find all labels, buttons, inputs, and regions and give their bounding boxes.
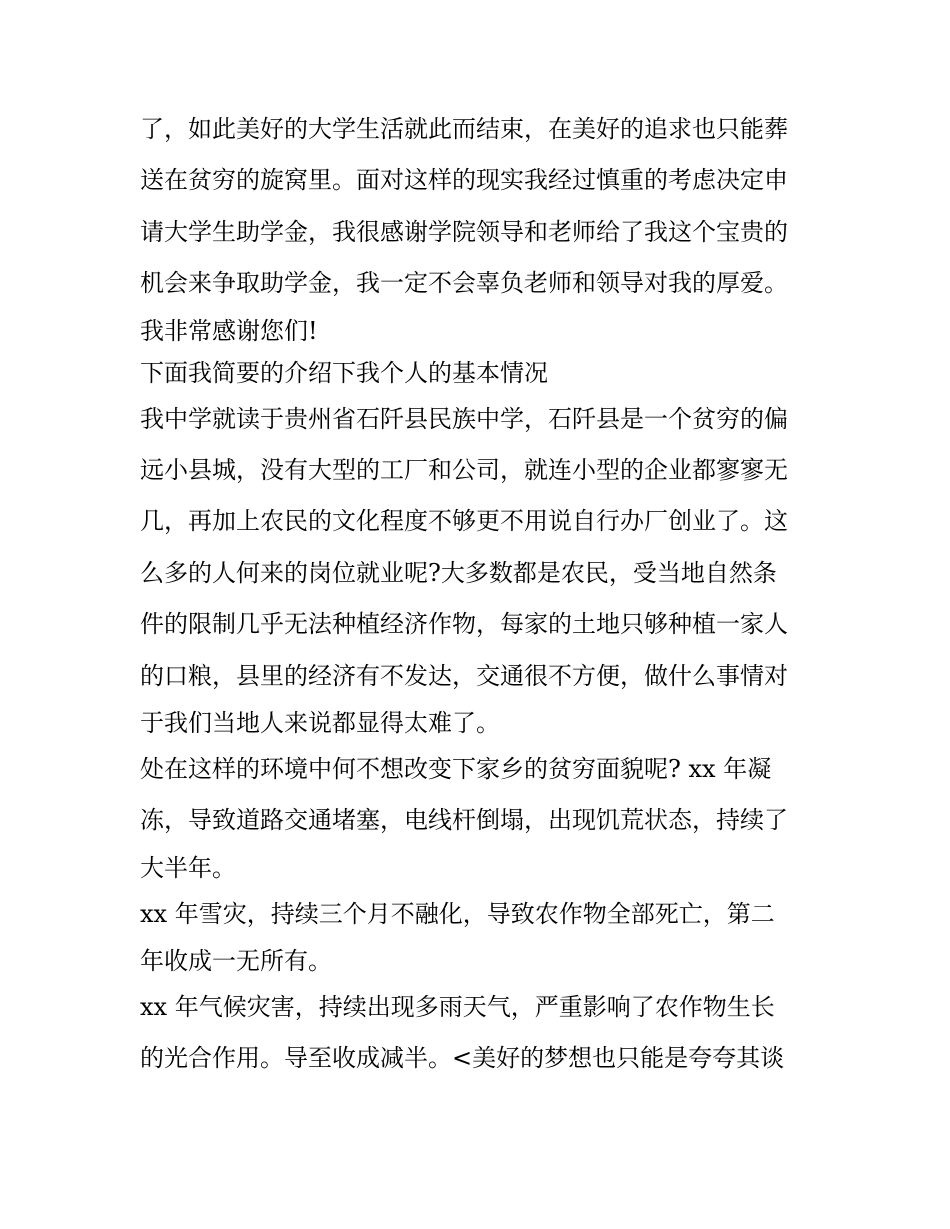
text-line: xx 年气候灾害，持续出现多雨天气，严重影响了农作物生长 [140, 993, 775, 1022]
document-body [140, 104, 820, 1085]
text-line: 件的限制几乎无法种植经济作物，每家的土地只够种植一家人 [140, 610, 788, 639]
text-line: 我中学就读于贵州省石阡县民族中学，石阡县是一个贫穷的偏 [140, 404, 788, 433]
text-line: 机会来争取助学金，我一定不会辜负老师和领导对我的厚爱。 [140, 269, 788, 298]
text-line: 送在贫穷的旋窝里。面对这样的现实我经过慎重的考虑决定申 [140, 166, 788, 195]
text-line: xx 年雪灾，持续三个月不融化，导致农作物全部死亡，第二 [140, 899, 775, 928]
text-line: 的口粮，县里的经济有不发达，交通很不方便，做什么事情对 [140, 661, 788, 690]
text-line: 处在这样的环境中何不想改变下家乡的贫穷面貌呢? xx 年凝 [140, 754, 772, 783]
text-line: 了，如此美好的大学生活就此而结束，在美好的追求也只能葬 [140, 115, 788, 143]
text-line: 的光合作用。导至收成减半。<美好的梦想也只能是夸夸其谈 [140, 1044, 785, 1073]
text-line: 几，再加上农民的文化程度不够更不用说自行办厂创业了。这 [140, 507, 788, 536]
text-line: 大半年。 [140, 853, 236, 882]
text-line: 冻，导致道路交通堵塞，电线杆倒塌，出现饥荒状态，持续了 [140, 806, 788, 835]
text-line: 下面我简要的介绍下我个人的基本情况 [140, 358, 548, 387]
text-line: 年收成一无所有。 [140, 947, 332, 976]
text-line: 么多的人何来的岗位就业呢?大多数都是农民，受当地自然条 [140, 558, 777, 587]
text-line: 远小县城，没有大型的工厂和公司，就连小型的企业都寥寥无 [140, 455, 788, 484]
text-line: 于我们当地人来说都显得太难了。 [140, 708, 500, 737]
text-line: 我非常感谢您们! [140, 316, 318, 345]
text-line: 请大学生助学金，我很感谢学院领导和老师给了我这个宝贵的 [140, 217, 788, 246]
